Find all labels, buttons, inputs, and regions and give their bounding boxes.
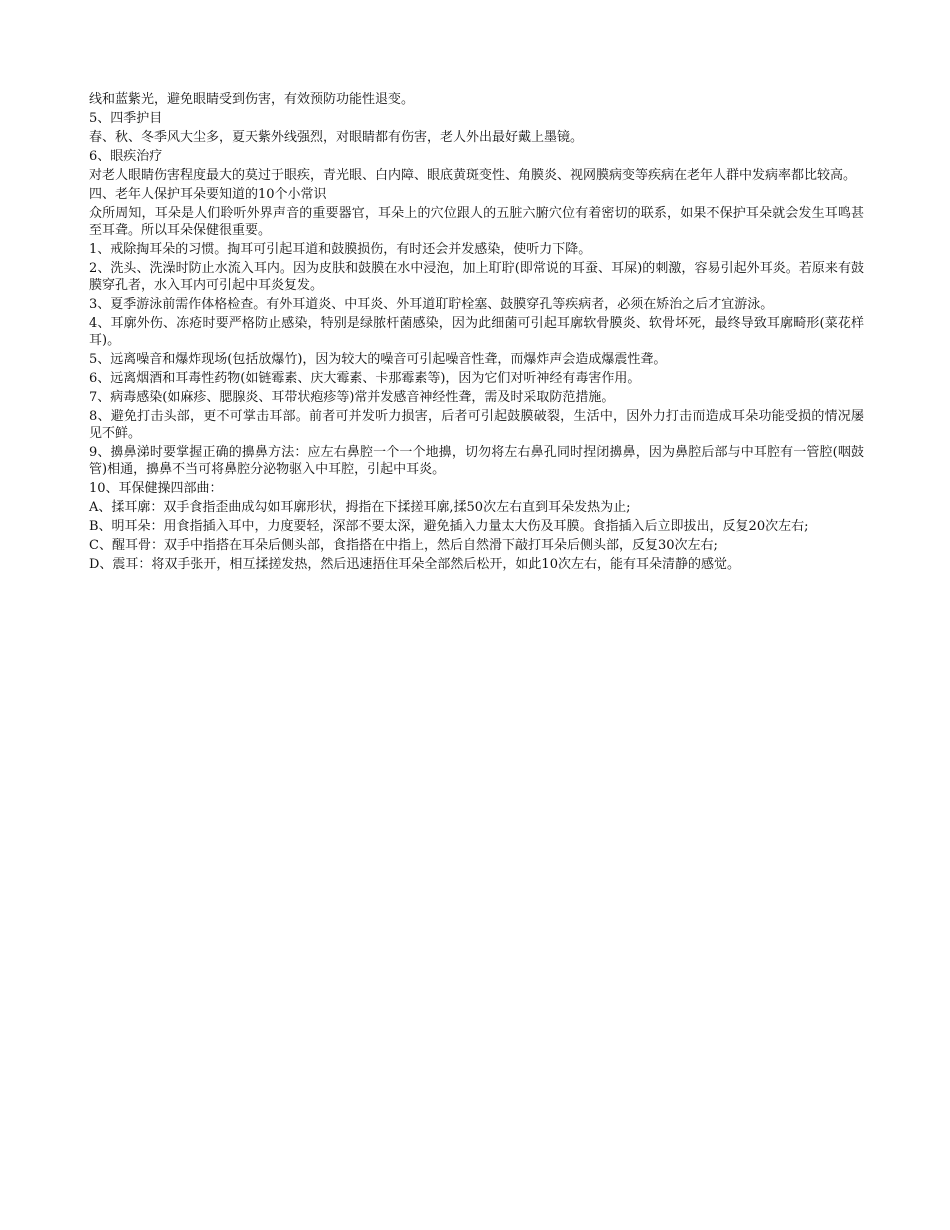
document-body (89, 91, 864, 573)
list-item-ear-4: 4、耳廓外伤、冻疮时要严格防止感染，特别是绿脓杆菌感染，因为此细菌可引起耳廓软骨膜炎、软骨坏死，最终导致耳廓畸形(菜花样耳)。 (89, 316, 864, 348)
heading-eye-disease-treatment: 6、眼疾治疗 (89, 149, 163, 164)
list-item-ear-1: 1、戒除掏耳朵的习惯。掏耳可引起耳道和鼓膜损伤，有时还会并发感染，使听力下降。 (89, 242, 592, 257)
heading-ear-protection: 四、老年人保护耳朵要知道的10个小常识 (89, 187, 327, 202)
exercise-step-c: C、醒耳骨：双手中指搭在耳朵后侧头部，食指搭在中指上，然后自然滑下敲打耳朵后侧头部，反复30次左右; (89, 538, 718, 553)
paragraph-seasonal-eye-care: 春、秋、冬季风大尘多，夏天紫外线强烈，对眼睛都有伤害，老人外出最好戴上墨镜。 (89, 130, 584, 145)
list-item-ear-8: 8、避免打击头部，更不可掌击耳部。前者可并发听力损害，后者可引起鼓膜破裂，生活中，因外力打击而造成耳朵功能受损的情况屡见不鲜。 (89, 409, 864, 441)
exercise-step-a: A、揉耳廓：双手食指歪曲成勾如耳廓形状，拇指在下揉搓耳廓,揉50次左右直到耳朵发热为止; (89, 500, 631, 515)
exercise-step-d: D、震耳：将双手张开，相互揉搓发热，然后迅速捂住耳朵全部然后松开，如此10次左右，能有耳朵清静的感觉。 (89, 557, 740, 572)
list-item-ear-2: 2、洗头、洗澡时防止水流入耳内。因为皮肤和鼓膜在水中浸泡，加上耵聍(即常说的耳蚕、耳屎)的刺激，容易引起外耳炎。若原来有鼓膜穿孔者，水入耳内可引起中耳炎复发。 (89, 261, 864, 293)
exercise-step-b: B、明耳朵：用食指插入耳中，力度要轻，深部不要太深，避免插入力量太大伤及耳膜。食指插入后立即拔出，反复20次左右; (89, 519, 809, 534)
heading-seasonal-eye-care: 5、四季护目 (89, 111, 163, 126)
list-item-ear-9: 9、擤鼻涕时要掌握正确的擤鼻方法：应左右鼻腔一个一个地擤，切勿将左右鼻孔同时捏闭擤鼻，因为鼻腔后部与中耳腔有一管腔(咽鼓管)相通，擤鼻不当可将鼻腔分泌物驱入中耳腔，引起中耳炎。 (89, 445, 864, 477)
paragraph-eye-disease-treatment: 对老人眼睛伤害程度最大的莫过于眼疾，青光眼、白内障、眼底黄斑变性、角膜炎、视网膜病变等疾病在老年人群中发病率都比较高。 (89, 168, 857, 183)
list-item-ear-3: 3、夏季游泳前需作体格检查。有外耳道炎、中耳炎、外耳道耵聍栓塞、鼓膜穿孔等疾病者，必须在矫治之后才宜游泳。 (89, 297, 774, 312)
list-item-ear-5: 5、远离噪音和爆炸现场(包括放爆竹)，因为较大的噪音可引起噪音性聋，而爆炸声会造成爆震性聋。 (89, 352, 667, 367)
list-item-ear-6: 6、远离烟酒和耳毒性药物(如链霉素、庆大霉素、卡那霉素等)，因为它们对听神经有毒害作用。 (89, 371, 641, 386)
list-item-ear-10: 10、耳保健操四部曲： (89, 481, 223, 496)
paragraph-eye-protection-end: 线和蓝紫光，避免眼睛受到伤害，有效预防功能性退变。 (89, 92, 415, 107)
list-item-ear-7: 7、病毒感染(如麻疹、腮腺炎、耳带状疱疹等)常并发感音神经性聋，需及时采取防范措施。 (89, 390, 615, 405)
paragraph-ear-intro: 众所周知，耳朵是人们聆听外界声音的重要器官，耳朵上的穴位跟人的五脏六腑穴位有着密切的联系，如果不保护耳朵就会发生耳鸣甚至耳聋。所以耳朵保健很重要。 (89, 206, 864, 238)
